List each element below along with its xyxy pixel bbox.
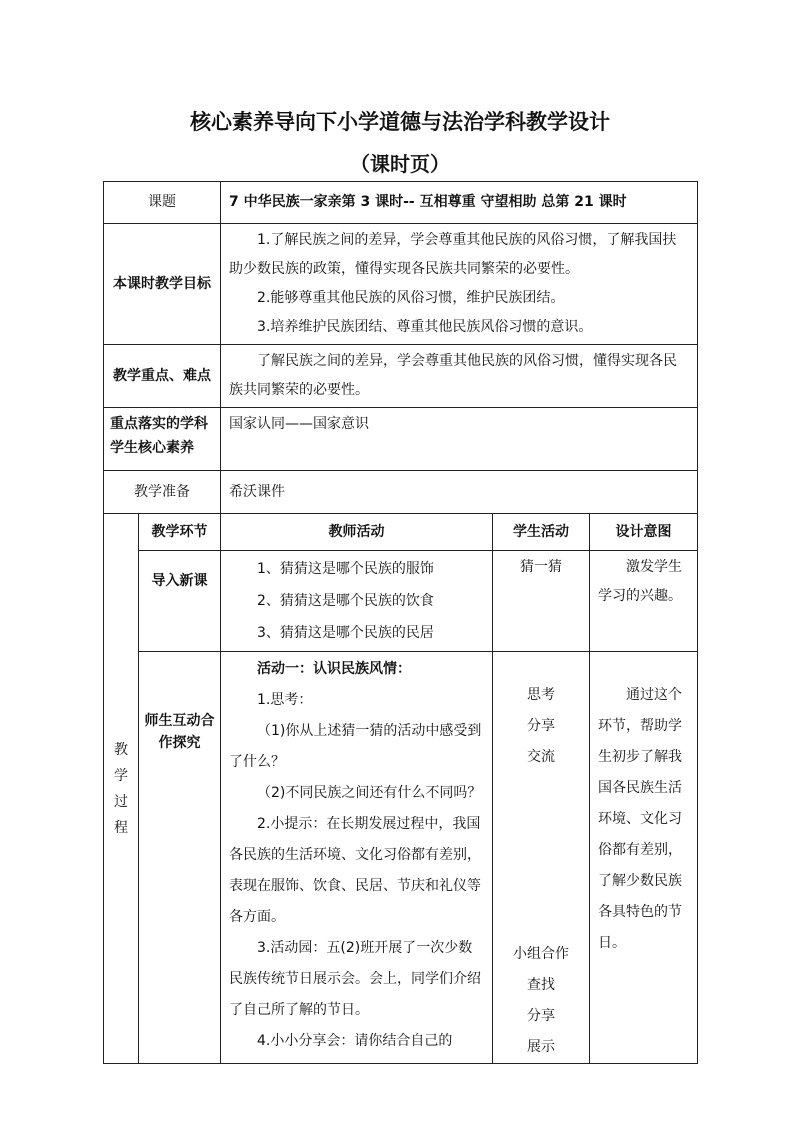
process-header-row	[104, 514, 698, 551]
preparation-row	[104, 471, 698, 514]
document-title: 核心素养导向下小学道德与法治学科教学设计	[190, 110, 610, 134]
activity-step: 3.活动园：五(2)班开展了一次少数民族传统节日展示会。会上，同学们介绍了自己所了解的节日。	[229, 940, 481, 1018]
intro-intent	[590, 551, 698, 652]
activity-step: 2.小提示：在长期发展过程中，我国各民族的生活环境、文化习俗都有差别，表现在服饰、饮食、民居、节庆和礼仪等各方面。	[229, 816, 481, 925]
topic-value: 7 中华民族一家亲第 3 课时-- 互相尊重 守望相助 总第 21 课时	[221, 182, 698, 224]
objectives-content	[221, 224, 698, 345]
activity-title: 活动一：认识民族风情：	[257, 661, 411, 677]
objectives-row	[104, 224, 698, 345]
header-teacher: 教师活动	[221, 514, 493, 551]
interaction-stage: 师生互动合作探究	[139, 652, 221, 1064]
intro-student: 猜一猜	[493, 551, 590, 652]
process-label	[104, 514, 139, 1064]
interaction-teacher	[221, 652, 493, 1064]
objective-item: 3.培养维护民族团结、尊重其他民族风俗习惯的意识。	[257, 319, 593, 335]
activity-step: 4.小小分享会：请你结合自己的	[257, 1033, 453, 1049]
competency-row	[104, 408, 698, 471]
activity-step: （1)你从上述猜一猜的活动中感受到了什么？	[229, 723, 482, 770]
key-points-value	[221, 345, 698, 408]
document-subtitle: （课时页）	[350, 152, 450, 176]
activity-step: （2)不同民族之间还有什么不同吗？	[257, 785, 482, 801]
key-points-label: 教学重点、难点	[104, 345, 221, 408]
lesson-plan-table	[103, 181, 698, 1064]
interaction-intent	[590, 652, 698, 1064]
intro-teacher	[221, 551, 493, 652]
header-intent: 设计意图	[590, 514, 698, 551]
topic-row	[104, 182, 698, 224]
header-stage: 教学环节	[139, 514, 221, 551]
student-activity: 小组合作	[513, 946, 569, 962]
intro-stage: 导入新课	[139, 551, 221, 652]
objectives-label: 本课时教学目标	[104, 224, 221, 345]
key-points-row	[104, 345, 698, 408]
activity-step: 1.思考：	[257, 692, 313, 708]
student-activity: 分享	[527, 1008, 555, 1024]
header-student: 学生活动	[493, 514, 590, 551]
intro-intent-text: 激发学生学习的兴趣。	[598, 559, 682, 604]
preparation-label: 教学准备	[104, 471, 221, 514]
student-activity: 交流	[527, 749, 555, 765]
key-points-text: 了解民族之间的差异，学会尊重其他民族的风俗习惯，懂得实现各民族共同繁荣的必要性。	[229, 353, 677, 398]
preparation-value: 希沃课件	[221, 471, 698, 514]
topic-label: 课题	[104, 182, 221, 224]
process-label-text: 教学过程	[114, 741, 128, 836]
intro-row	[104, 551, 698, 652]
interaction-student	[493, 652, 590, 1064]
intro-item: 2、猜猜这是哪个民族的饮食	[257, 593, 434, 609]
student-activity: 展示	[527, 1039, 555, 1055]
student-activity: 思考	[527, 687, 555, 703]
competency-value: 国家认同——国家意识	[221, 408, 698, 471]
interaction-intent-text: 通过这个环节，帮助学生初步了解我国各民族生活环境、文化习俗都有差别，了解少数民族各具特色的节日。	[598, 687, 682, 951]
competency-label: 重点落实的学科学生核心素养	[104, 408, 221, 471]
intro-item: 3、猜猜这是哪个民族的民居	[257, 625, 434, 641]
student-activity: 分享	[527, 718, 555, 734]
interaction-row	[104, 652, 698, 1064]
student-activity: 查找	[527, 977, 555, 993]
objective-item: 2.能够尊重其他民族的风俗习惯，维护民族团结。	[257, 290, 565, 306]
objective-item: 1.了解民族之间的差异，学会尊重其他民族的风俗习惯，了解我国扶助少数民族的政策，懂得实现各民族共同繁荣的必要性。	[229, 232, 677, 277]
intro-item: 1、猜猜这是哪个民族的服饰	[257, 561, 434, 577]
